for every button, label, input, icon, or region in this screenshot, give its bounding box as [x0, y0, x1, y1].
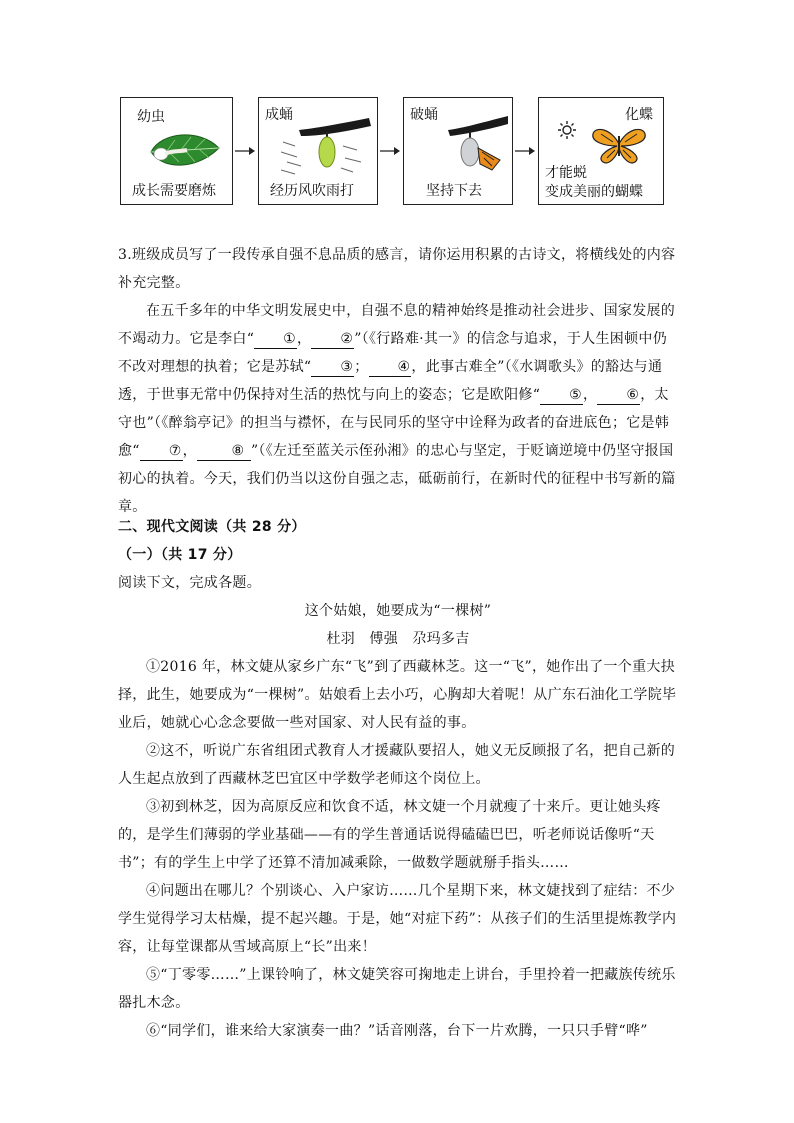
sun-icon [557, 120, 577, 140]
emerging-butterfly-illustration [434, 114, 510, 174]
arrow-right-icon [514, 145, 536, 157]
stage-caption: 经历风吹雨打 [270, 183, 354, 199]
stage-box-larva [120, 97, 233, 205]
branch-pupa-illustration [281, 116, 375, 176]
question-prompt [118, 241, 678, 297]
question-prompt-line1: 3.班级成员写了一段传承自强不息品质的感言，请你运用积累的古诗文，将横线处的内容 [118, 247, 676, 263]
article-authors: 杜羽 傅强 尕玛多吉 [326, 631, 470, 647]
question-prompt-line2: 补充完整。 [118, 275, 190, 291]
blank-8[interactable]: ⑧ [197, 442, 251, 461]
blank-1[interactable]: ① [254, 330, 297, 349]
arrow-right-icon [234, 145, 256, 157]
article-paragraph-1: ①2016 年，林文婕从家乡广东“飞”到了西藏林芝。这一“飞”，她作出了一个重大抉择，此生，她要成为“一棵树”。姑娘看上去小巧，心胸却大着呢！从广东石油化工学院毕业后，她就心心念念要做一些对国家、对人民有益的事。 [118, 659, 677, 731]
stage-label: 幼虫 [137, 109, 165, 125]
stage-caption-line2: 变成美丽的蝴蝶 [545, 184, 643, 200]
question-passage: 在五千多年的中华文明发展史中，自强不息的精神始终是推动社会进步、国家发展的不竭动力。它是李白“ ①， ②”（《行路难·其一》的信念与追求，于人生困顿中仍不改对理想的执着；它是苏轼“ ③； ④，此事古难全”（《水调歌头》的豁达与通透，于世事无常中仍保持对生活的热忱与向上的姿态；它是欧阳修“ ⑤， ⑥，太守也”（《醉翁亭记》的担当与襟怀，在与民同乐的坚守中诠释为政者的奋进底色；它是韩愈“ ⑦， ⑧ ”（《左迁至蓝关示侄孙湘》的忠心与坚定，于贬谪逆境中仍坚守报国初心的执着。今天，我们仍当以这份自强之志，砥砺前行，在新时代的征程中书写新的篇章。 [118, 303, 676, 515]
blank-5[interactable]: ⑤ [540, 386, 583, 405]
life-cycle-diagram [120, 97, 665, 209]
stage-caption: 成长需要磨炼 [132, 183, 216, 199]
article-paragraph-6: ⑥“同学们，谁来给大家演奏一曲？”话音刚落，台下一片欢腾，一只只手臂“哗” [146, 1023, 648, 1039]
article-paragraph-2: ②这不，听说广东省组团式教育人才援藏队要招人，她义无反顾报了名，把自己新的人生起点放到了西藏林芝巴宜区中学数学老师这个岗位上。 [118, 743, 676, 787]
section-2 [118, 513, 678, 1045]
leaf-caterpillar-illustration [147, 128, 223, 172]
article-paragraph-3: ③初到林芝，因为高原反应和饮食不适，林文婕一个月就瘦了十来斤。更让她头疼的，是学生们薄弱的学业基础——有的学生普通话说得磕磕巴巴，听老师说话像听“天书”；有的学生上中学了还算不清加减乘除，一做数学题就掰手指头…… [118, 799, 661, 871]
stage-label: 成蛹 [265, 107, 293, 123]
stage-box-butterfly [538, 97, 664, 205]
blank-7[interactable]: ⑦ [140, 442, 183, 461]
arrow-right-icon [379, 145, 401, 157]
stage-caption-line1: 才能蜕 [545, 165, 587, 181]
butterfly-icon [591, 126, 647, 166]
subsection-title: （一）（共 17 分） [118, 547, 242, 563]
question-3 [118, 241, 678, 521]
section-instruction: 阅读下文，完成各题。 [118, 575, 261, 591]
stage-box-emerging [403, 97, 513, 205]
stage-caption: 坚持下去 [426, 183, 482, 199]
section-title: 二、现代文阅读（共 28 分） [118, 519, 306, 535]
article-paragraph-5: ⑤“丁零零……”上课铃响了，林文婕笑容可掬地走上讲台，手里拎着一把藏族传统乐器扎木念。 [118, 967, 676, 1011]
stage-label: 化蝶 [625, 107, 653, 123]
article-paragraph-4: ④问题出在哪儿？个别谈心、入户家访……几个星期下来，林文婕找到了症结：不少学生觉得学习太枯燥，提不起兴趣。于是，她“对症下药”：从孩子们的生活里提炼教学内容，让每堂课都从雪域高原上“长”出来！ [118, 883, 677, 955]
blank-6[interactable]: ⑥ [597, 386, 640, 405]
blank-2[interactable]: ② [311, 330, 354, 349]
stage-label: 破蛹 [410, 107, 438, 123]
blank-4[interactable]: ④ [369, 358, 412, 377]
stage-box-pupa [258, 97, 378, 205]
blank-3[interactable]: ③ [311, 358, 354, 377]
article-title: 这个姑娘，她要成为“一棵树” [304, 603, 492, 619]
